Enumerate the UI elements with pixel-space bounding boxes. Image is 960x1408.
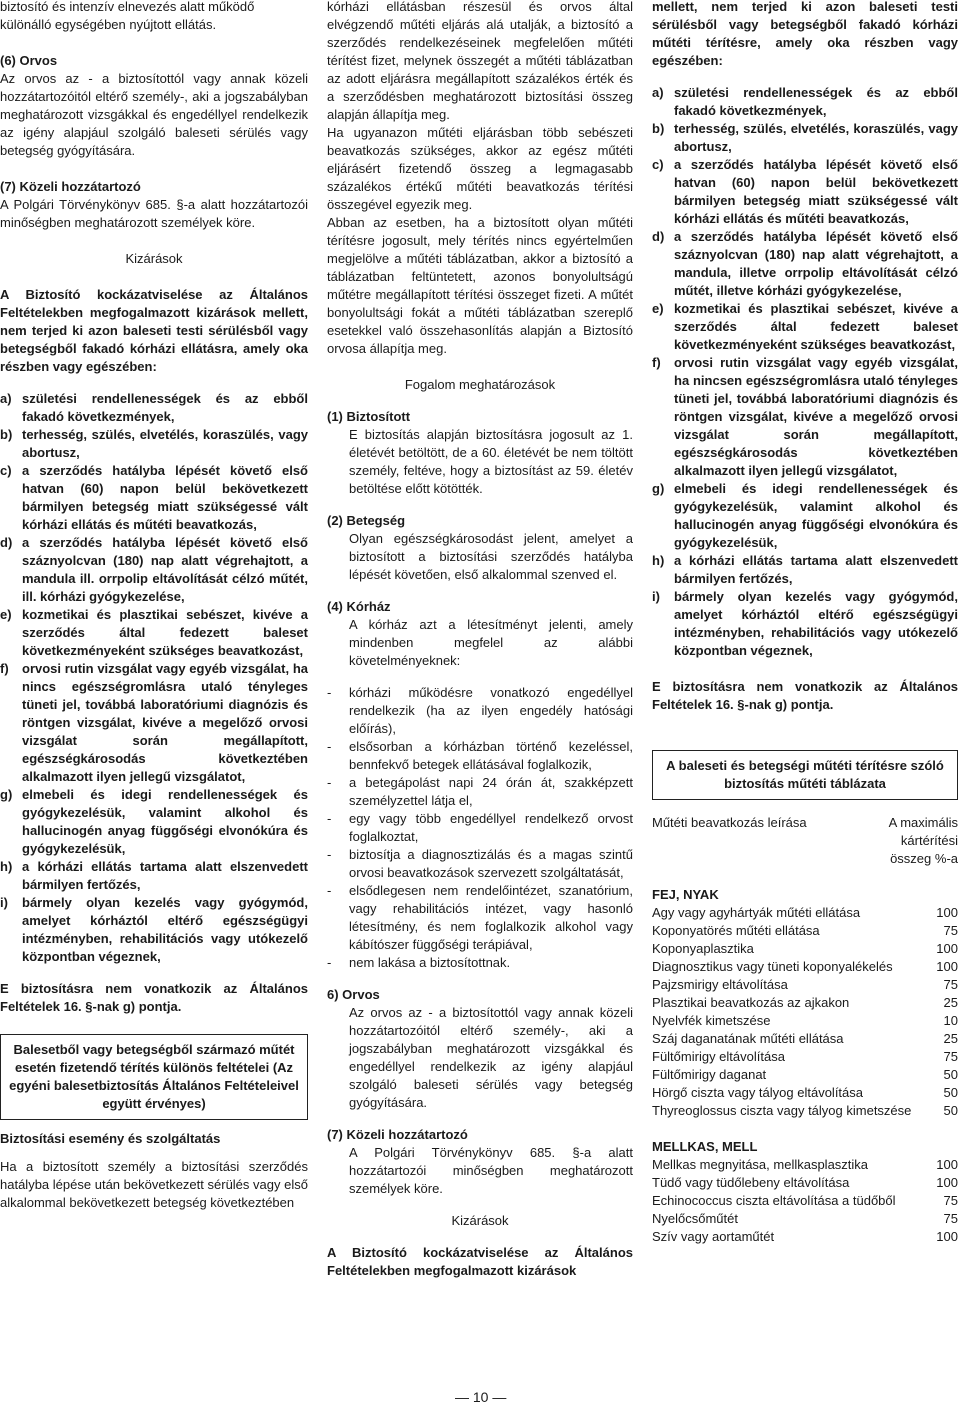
dash-marker: -: [327, 775, 332, 790]
list-item: [0, 426, 308, 462]
item-text: a szerződés hatályba lépését követő első száznyolcvan (180) nap alatt végrehajtott, a mandula ill. orrpolip eltávolítását célzó műtét, ill. kórházi gyógykezelése,: [22, 535, 308, 604]
item-text: biztosítja a diagnosztizálás és a magas szintű orvosi beavatkozások szervezett szolgáltatását,: [349, 847, 633, 880]
procedure-name: Szív vagy aortaműtét: [652, 1229, 775, 1244]
definition-heading: 6) Orvos: [327, 987, 380, 1002]
percent-value: 100: [936, 941, 958, 956]
definition-text: E biztosítás alapján biztosításra jogosult az 1. életévét betöltött, de a 60. életévét be nem töltött személy, feltéve, hogy a biztosítást az 59. életév betöltése előtt kötötték.: [349, 427, 633, 496]
item-text: a szerződés hatályba lépését követő első hatvan (60) napon belül bekövetkezett bármilyen betegség miatt szükségessé vált kórházi ellátás és műtéti beavatkozás,: [674, 157, 958, 226]
page-number: — 10 —: [455, 1389, 507, 1405]
definition-heading: (1) Biztosított: [327, 409, 411, 424]
percent-value: 75: [943, 1049, 958, 1064]
procedure-name: Plasztikai beavatkozás az ajkakon: [652, 995, 850, 1010]
table-row: [652, 1084, 958, 1102]
list-item: [652, 354, 958, 480]
list-item: [652, 300, 958, 354]
table-row: [652, 1228, 958, 1246]
surgery-table: [652, 882, 958, 1246]
item-label: c): [652, 157, 664, 172]
item-text: terhesség, szülés, elvetélés, koraszülés, vagy abortusz,: [22, 427, 308, 460]
item-label: c): [0, 463, 12, 478]
item-label: e): [0, 607, 12, 622]
text-line: különálló egységében nyújtott ellátás.: [0, 17, 217, 32]
section-text: Az orvos az - a biztosítottól vagy annak közeli hozzátartozóitól eltérő személy-, aki a jogszabályban meghatározott vizsgákkal és engedéllyel rendelkezik az igény alapjául szolgáló baleseti sérülés vagy betegség gyógyítására.: [0, 71, 308, 158]
section-heading: (6) Orvos: [0, 53, 58, 68]
procedure-name: Agy vagy agyhártyák műtéti ellátása: [652, 905, 861, 920]
item-text: bármely olyan kezelés vagy gyógymód, amelyet kórháztól eltérő egészségügyi intézményben, rehabilitációs vagy utókezelő központban végeznek,: [22, 895, 308, 964]
procedure-name: Nyelőcsőműtét: [652, 1211, 738, 1226]
definition-heading: (2) Betegség: [327, 513, 406, 528]
percent-value: 50: [943, 1085, 958, 1100]
procedure-name: Mellkas megnyitása, mellkasplasztika: [652, 1157, 869, 1172]
procedure-name: Koponyatörés műtéti ellátása: [652, 923, 820, 938]
section-text: Ha a biztosított személy a biztosítási szerződés hatályba lépése után bekövetkezett sérülés vagy első alkalommal bekövetkezett betegség következtében: [0, 1159, 308, 1210]
item-text: terhesség, szülés, elvetélés, koraszülés, vagy abortusz,: [674, 121, 958, 154]
table-row: [652, 940, 958, 958]
table-row: [652, 1048, 958, 1066]
item-label: d): [0, 535, 13, 550]
dash-marker: -: [327, 955, 332, 970]
table-row: [652, 1102, 958, 1120]
item-text: kozmetikai és plasztikai sebészet, kivéve a szerződés által fedezett baleset következményeként szükséges beavatkozást,: [22, 607, 308, 658]
group-name: FEJ, NYAK: [652, 887, 719, 902]
exclusions-intro: mellett, nem terjed ki azon baleseti testi sérülésből vagy betegségből fakadó kórházi műtéti térítésre, amely oka részben vagy egészében:: [652, 0, 958, 68]
item-text: a szerződés hatályba lépését követő első hatvan (60) napon belül bekövetkezett bármilyen betegség miatt szükségessé vált kórházi ellátás és műtéti beavatkozás,: [22, 463, 308, 532]
hospital-requirements-list: [327, 684, 633, 972]
procedure-name: Száj daganatának műtéti ellátása: [652, 1031, 844, 1046]
percent-value: 10: [943, 1013, 958, 1028]
exclusions-intro: A Biztosító kockázatviselése az Általános Feltételekben megfogalmazott kizárások: [327, 1245, 633, 1278]
column-right: [652, 0, 958, 1246]
definition-text: Az orvos az - a biztosítottól vagy annak közeli hozzátartozóitól eltérő személy-, aki a jogszabályban meghatározott vizsgákkal és engedéllyel rendelkezik az igény alapjául szolgáló baleseti sérülés vagy betegség gyógyítására.: [349, 1005, 633, 1110]
list-item: [0, 894, 308, 966]
table-group-heading: [652, 882, 958, 904]
percent-value: 75: [943, 1211, 958, 1226]
exclusions-title: Kizárások: [125, 251, 183, 266]
exclusions-title: Kizárások: [451, 1213, 509, 1228]
item-text: orvosi rutin vizsgálat vagy egyéb vizsgálat, ha nincs egészségromlásra utaló tényleges tüneti jel, továbbá laboratóriumi diagnózis és röntgen vizsgálat, kivéve a megelőző orvosi vizsgálat során megállapított, egészségkárosodás következtében alkalmazott ilyen jellegű vizsgálatot,: [22, 661, 308, 784]
table-header-left: Műtéti beavatkozás leírása: [652, 815, 807, 830]
column-middle: [327, 0, 633, 1280]
percent-value: 100: [936, 905, 958, 920]
dash-marker: -: [327, 685, 332, 700]
item-text: születési rendellenességek és az ebből fakadó következmények,: [674, 85, 958, 118]
procedure-name: Nyelvfék kimetszése: [652, 1013, 771, 1028]
list-item: [0, 606, 308, 660]
procedure-name: Hörgő ciszta vagy tályog eltávolítása: [652, 1085, 863, 1100]
list-item: [327, 684, 633, 738]
procedure-name: Koponyaplasztika: [652, 941, 754, 956]
paragraph: Abban az esetben, ha a biztosított olyan műtéti térítésre jogosult, mely térítés nincs egyértelműen megjelölve a műtéti táblázatban, akkor a biztosító a táblázatban feltüntetett, azonos bonyolultságú műtétre megállapított térítési összeget fizeti. A műtét bonyolultsági fokát a műtéti táblázatban szereplő esetekkel való összehasonlítás alapján a Biztosító orvosa állapítja meg.: [327, 215, 633, 356]
list-item: [0, 390, 308, 426]
item-text: elmebeli és idegi rendellenességek és gyógykezelésük, valamint alkohol és hallucinogén anyag függőségi elvonókúra és gyógykezelésük,: [22, 787, 308, 856]
item-label: e): [652, 301, 664, 316]
exclusions-intro: A Biztosító kockázatviselése az Általános Feltételekben megfogalmazott kizárások mellett, nem terjed ki azon baleseti testi sérülésből vagy betegségből fakadó kórházi ellátásra, amely oka részben vagy egészében:: [0, 287, 308, 374]
percent-value: 75: [943, 1193, 958, 1208]
conditions-box: Balesetből vagy betegségből származó műtét esetén fizetendő térítés különös feltételei (Az egyéni balesetbiztosítás Általános Feltételeivel együtt érvényes): [0, 1034, 308, 1120]
item-text: orvosi rutin vizsgálat vagy egyéb vizsgálat, ha nincsen egészségromlásra utaló tényleges tüneti jel, továbbá laboratóriumi diagnózis és röntgen vizsgálat, kivéve a megelőző orvosi vizsgálat során megállapított, egészségkárosodás következtében alkalmazott ilyen jellegű vizsgálatot,: [674, 355, 958, 478]
procedure-name: Diagnosztikus vagy tüneti koponyalékelés: [652, 959, 893, 974]
column-left: [0, 0, 308, 1212]
table-row: [652, 1210, 958, 1228]
list-item: [652, 480, 958, 552]
dash-marker: -: [327, 811, 332, 826]
table-header-right: A maximális kártérítési összeg %-a: [888, 815, 958, 866]
item-label: b): [652, 121, 665, 136]
dash-marker: -: [327, 847, 332, 862]
item-label: g): [652, 481, 665, 496]
item-label: i): [652, 589, 660, 604]
definition-heading: (7) Közeli hozzátartozó: [327, 1127, 468, 1142]
percent-value: 75: [943, 923, 958, 938]
item-label: b): [0, 427, 13, 442]
list-item: [0, 462, 308, 534]
list-item: [0, 660, 308, 786]
list-item: [652, 84, 958, 120]
exclusions-list: [0, 390, 308, 966]
item-text: a kórházi ellátás tartama alatt elszenvedett bármilyen fertőzés,: [674, 553, 958, 586]
item-text: a kórházi ellátás tartama alatt elszenvedett bármilyen fertőzés,: [22, 859, 308, 892]
percent-value: 25: [943, 1031, 958, 1046]
procedure-name: Tüdő vagy tüdőlebeny eltávolítása: [652, 1175, 850, 1190]
item-text: elsődlegesen nem rendelőintézet, szanatórium, vagy rehabilitációs intézet, vagy hasonló létesítmény, és nem foglalkozik alkohol vagy kábítószer függőségi terápiával,: [349, 883, 633, 952]
percent-value: 25: [943, 995, 958, 1010]
exclusions-list: [652, 84, 958, 660]
table-row: [652, 1012, 958, 1030]
procedure-name: Fültőmirigy eltávolítása: [652, 1049, 785, 1064]
table-group-heading: [652, 1134, 958, 1156]
list-item: [327, 846, 633, 882]
list-item: [327, 954, 633, 972]
item-text: egy vagy több engedéllyel rendelkező orvost foglalkoztat,: [349, 811, 633, 844]
list-item: [327, 738, 633, 774]
list-item: [652, 156, 958, 228]
table-header: [652, 814, 958, 868]
paragraph: Ha ugyanazon műtéti eljárásban több sebészeti beavatkozás szükséges, akkor az egész műtéti eljárásért fizetendő összeg a legmagasabb százalékos értékű műtéti beavatkozás térítési összegével egyezik meg.: [327, 125, 633, 212]
list-item: [652, 120, 958, 156]
list-item: [327, 774, 633, 810]
group-name: MELLKAS, MELL: [652, 1139, 758, 1154]
percent-value: 100: [936, 1175, 958, 1190]
list-item: [652, 588, 958, 660]
percent-value: 100: [936, 959, 958, 974]
item-text: a szerződés hatályba lépését követő első száznyolcvan (180) nap alatt végrehajtott, a mandula, illetve orrpolip eltávolítását célzó műtét, illetve kórházi gyógykezelése,: [674, 229, 958, 298]
item-label: a): [652, 85, 664, 100]
item-text: elsősorban a kórházban történő kezeléssel, bennfekvő betegek ellátásával foglalkozik,: [349, 739, 633, 772]
closing-text: E biztosításra nem vonatkozik az Általános Feltételek 16. §-nak g) pontja.: [0, 981, 308, 1014]
procedure-name: Fültőmirigy daganat: [652, 1067, 767, 1082]
top-text: [0, 0, 308, 34]
table-row: [652, 994, 958, 1012]
definition-text: A Polgári Törvénykönyv 685. §-a alatt hozzátartozói minőségben meghatározott személyek köre.: [349, 1145, 633, 1196]
table-row: [652, 1174, 958, 1192]
paragraph: kórházi ellátásban részesül és orvos által elvégzendő műtéti eljárás alá utalják, a biztosító a szerződés rendelkezéseinek megfelelően műtéti térítést fizet, melynek összegét a műtéti táblázatban az adott eljárásra megállapított százalékos érték és a szerződésben meghatározott biztosítási összeg alapján állapítja meg.: [327, 0, 633, 122]
table-row: [652, 922, 958, 940]
list-item: [652, 552, 958, 588]
percent-value: 50: [943, 1067, 958, 1082]
section-text: A Polgári Törvénykönyv 685. §-a alatt hozzátartozói minőségben meghatározott személyek köre.: [0, 197, 308, 230]
procedure-name: Thyreoglossus ciszta vagy tályog kimetszése: [652, 1103, 912, 1118]
definitions-title: Fogalom meghatározások: [404, 377, 556, 392]
procedure-name: Pajzsmirigy eltávolítása: [652, 977, 788, 992]
item-text: elmebeli és idegi rendellenességek és gyógykezelésük, valamint alkohol és hallucinogén anyag függőségi elvonókúra és gyógykezelésük,: [674, 481, 958, 550]
table-row: [652, 1192, 958, 1210]
table-row: [652, 958, 958, 976]
table-row: [652, 1066, 958, 1084]
list-item: [652, 228, 958, 300]
item-label: d): [652, 229, 665, 244]
list-item: [327, 810, 633, 846]
list-item: [0, 786, 308, 858]
list-item: [327, 882, 633, 954]
list-item: [0, 534, 308, 606]
item-text: kórházi működésre vonatkozó engedéllyel rendelkezik (ha az ilyen engedély hatósági előírás),: [349, 685, 633, 736]
item-label: i): [0, 895, 8, 910]
table-row: [652, 904, 958, 922]
item-text: születési rendellenességek és az ebből fakadó következmények,: [22, 391, 308, 424]
percent-value: 50: [943, 1103, 958, 1118]
definition-text: Olyan egészségkárosodást jelent, amelyet a biztosított a biztosítási szerződés hatályba lépését követően, első alkalommal szenved el.: [349, 531, 633, 582]
item-text: kozmetikai és plasztikai sebészet, kivéve a szerződés által fedezett baleset következményeként szükséges beavatkozást,: [674, 301, 958, 352]
item-label: g): [0, 787, 13, 802]
item-label: a): [0, 391, 12, 406]
table-row: [652, 1030, 958, 1048]
procedure-name: Echinococcus ciszta eltávolítása a tüdőből: [652, 1193, 896, 1208]
item-text: a betegápolást napi 24 órán át, szakképzett személyzettel látja el,: [349, 775, 633, 808]
definition-heading: (4) Kórház: [327, 599, 391, 614]
text-line: biztosító és intenzív elnevezés alatt működő: [0, 0, 255, 14]
percent-value: 75: [943, 977, 958, 992]
percent-value: 100: [936, 1229, 958, 1244]
item-text: bármely olyan kezelés vagy gyógymód, amelyet kórháztól eltérő egészségügyi intézményben, rehabilitációs vagy utókezelő központban végeznek,: [674, 589, 958, 658]
item-label: f): [652, 355, 661, 370]
table-row: [652, 976, 958, 994]
list-item: [0, 858, 308, 894]
table-row: [652, 1156, 958, 1174]
item-label: h): [0, 859, 13, 874]
section-heading: (7) Közeli hozzátartozó: [0, 179, 141, 194]
definition-text: A kórház azt a létesítményt jelenti, amely mindenben megfelel az alábbi követelményeknek:: [349, 617, 633, 668]
item-label: f): [0, 661, 9, 676]
closing-text: E biztosításra nem vonatkozik az Általános Feltételek 16. §-nak g) pontja.: [652, 679, 958, 712]
dash-marker: -: [327, 739, 332, 754]
item-label: h): [652, 553, 665, 568]
dash-marker: -: [327, 883, 332, 898]
section-heading: Biztosítási esemény és szolgáltatás: [0, 1131, 221, 1146]
percent-value: 100: [936, 1157, 958, 1172]
item-text: nem lakása a biztosítottnak.: [349, 955, 511, 970]
surgery-table-box: A baleseti és betegségi műtéti térítésre szóló biztosítás műtéti táblázata: [652, 750, 958, 800]
